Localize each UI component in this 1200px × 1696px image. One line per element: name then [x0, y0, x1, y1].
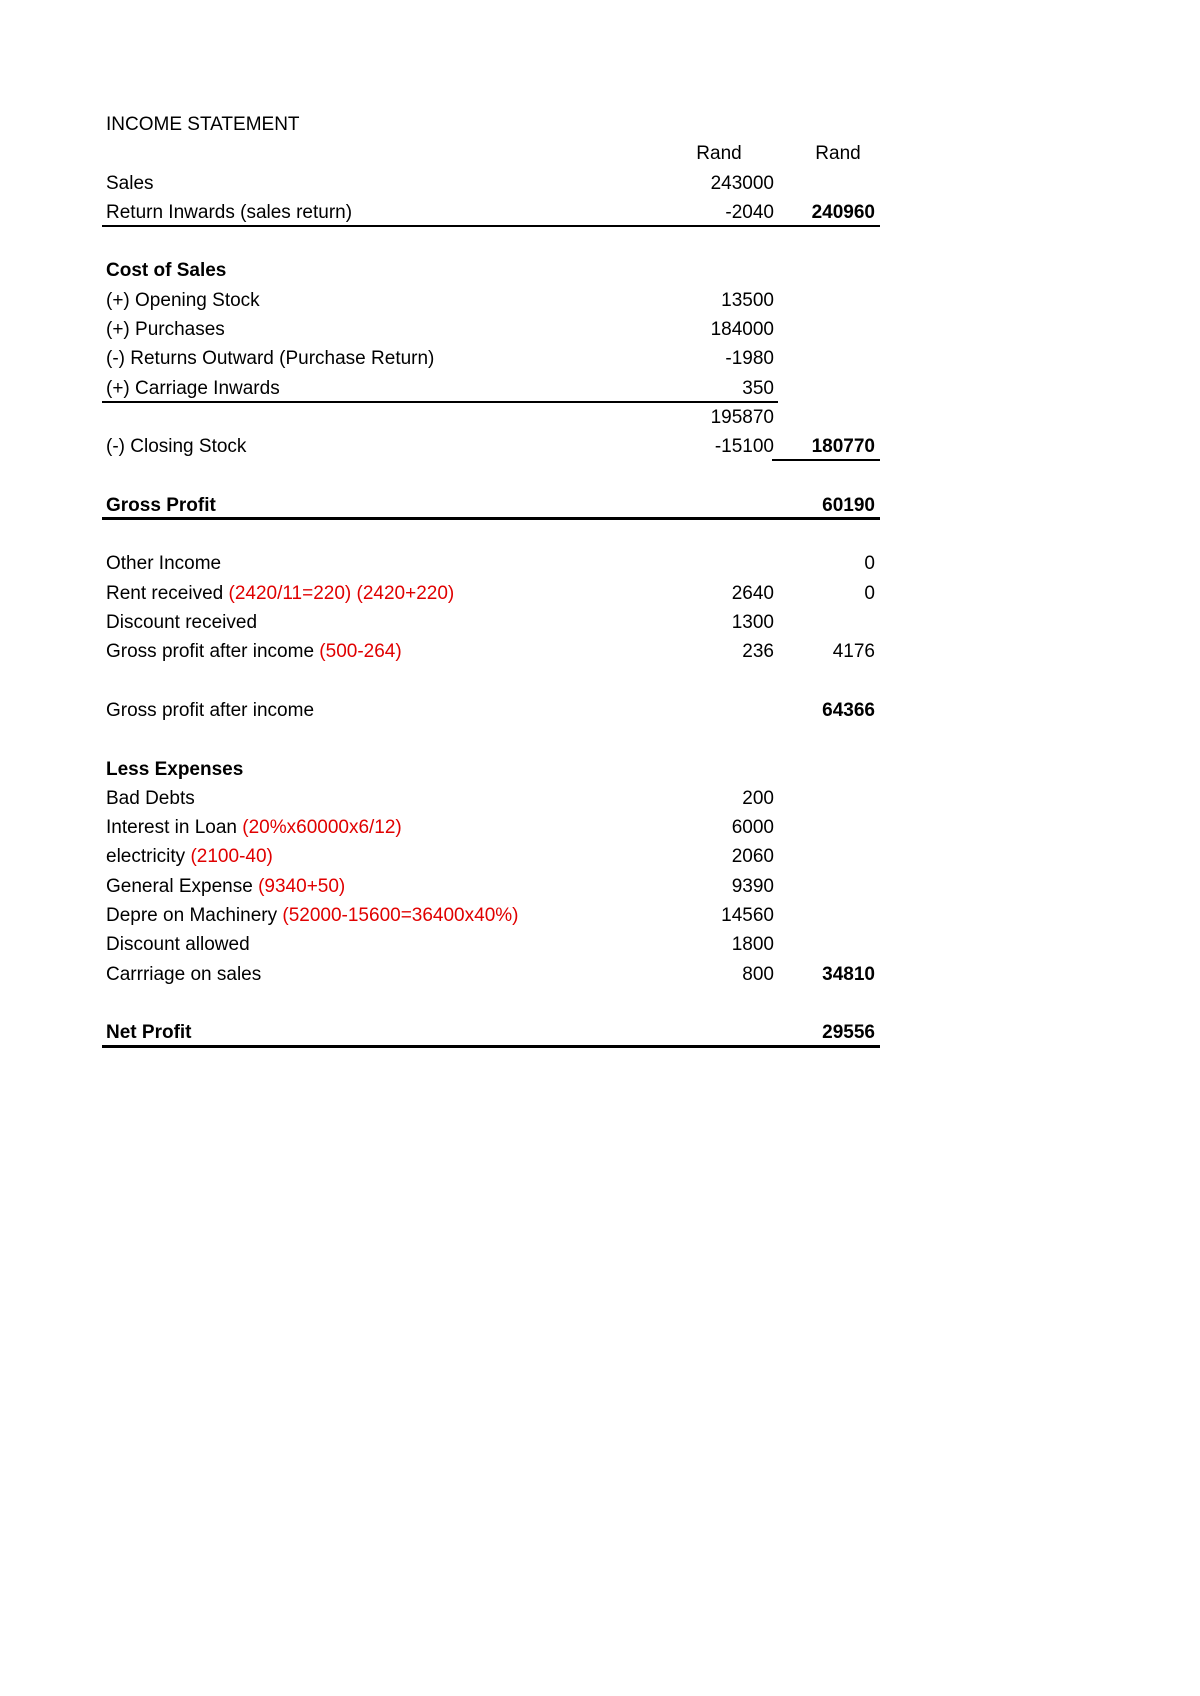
spacer-row [102, 989, 880, 1018]
other-income-value: 0 [864, 553, 875, 575]
return-inwards-row [102, 198, 880, 227]
spacer-row [102, 667, 880, 696]
closing-stock-label: (-) Closing Stock [106, 436, 247, 458]
discount-received-label: Discount received [106, 612, 258, 634]
general-expense-label-wrap [106, 872, 345, 901]
bad-debts-value: 200 [742, 787, 774, 809]
col2-header: Rand [815, 143, 861, 165]
other-income-label: Other Income [106, 553, 222, 575]
depreciation-note: (52000-15600=36400x40%) [282, 905, 519, 927]
gp-after-income-row-2 [102, 696, 880, 725]
net-profit-value: 29556 [822, 1022, 875, 1044]
discount-received-value: 1300 [731, 612, 774, 634]
net-sales-value: 240960 [811, 201, 875, 223]
returns-outward-value: -1980 [725, 348, 774, 370]
general-expense-note: (9340+50) [258, 875, 346, 897]
other-income-total: 4176 [832, 641, 875, 663]
less-expenses-heading-row [102, 755, 880, 784]
rent-received-note: (2420/11=220) (2420+220) [228, 582, 455, 604]
gp-after-income-value: 236 [742, 641, 774, 663]
gp-after-income-label-wrap [106, 637, 402, 666]
rent-received-total: 0 [864, 582, 875, 604]
rent-received-value: 2640 [731, 582, 774, 604]
carriage-inwards-value: 350 [742, 377, 774, 399]
bad-debts-row [102, 784, 880, 813]
return-inwards-value: -2040 [725, 201, 774, 223]
sales-row [102, 169, 880, 198]
electricity-row [102, 842, 880, 871]
gp-after-income-total-value: 64366 [822, 699, 875, 721]
opening-stock-value: 13500 [721, 289, 774, 311]
cost-of-sales-heading-row [102, 256, 880, 285]
electricity-label-wrap [106, 842, 273, 871]
closing-stock-value: -15100 [714, 436, 774, 458]
expenses-total-value: 34810 [822, 963, 875, 985]
interest-note: (20%x60000x6/12) [242, 817, 402, 839]
statement-title: INCOME STATEMENT [106, 114, 300, 135]
general-expense-label: General Expense [106, 875, 259, 897]
subtotal-row [102, 403, 880, 432]
sales-value: 243000 [710, 172, 774, 194]
income-statement-sheet [102, 110, 880, 1048]
cost-of-sales-total: 180770 [772, 432, 880, 461]
depreciation-label: Depre on Machinery [106, 905, 283, 927]
carriage-on-sales-value: 800 [742, 963, 774, 985]
spacer-row [102, 227, 880, 256]
interest-value: 6000 [731, 817, 774, 839]
rent-received-label-wrap [106, 579, 454, 608]
header-row [102, 139, 880, 168]
depreciation-value: 14560 [721, 905, 774, 927]
carriage-inwards-row [102, 374, 880, 403]
other-income-row [102, 549, 880, 578]
purchases-label: (+) Purchases [106, 319, 225, 341]
gross-profit-label: Gross Profit [106, 494, 216, 516]
discount-allowed-label: Discount allowed [106, 934, 250, 956]
interest-label: Interest in Loan [106, 817, 243, 839]
rent-received-label: Rent received [106, 582, 229, 604]
purchases-value: 184000 [710, 319, 774, 341]
purchases-row [102, 315, 880, 344]
sales-label: Sales [106, 172, 154, 194]
general-expense-value: 9390 [731, 875, 774, 897]
discount-allowed-value: 1800 [731, 934, 774, 956]
return-inwards-label: Return Inwards (sales return) [106, 201, 353, 223]
col1-header: Rand [696, 143, 742, 165]
depreciation-label-wrap [106, 901, 518, 930]
spacer-row [102, 462, 880, 491]
closing-stock-row [102, 432, 880, 461]
depreciation-row [102, 901, 880, 930]
subtotal-value: 195870 [710, 406, 774, 428]
net-profit-row [102, 1018, 880, 1047]
cost-of-sales-heading: Cost of Sales [106, 260, 227, 282]
returns-outward-row [102, 344, 880, 373]
less-expenses-heading: Less Expenses [106, 758, 244, 780]
discount-allowed-row [102, 930, 880, 959]
discount-received-row [102, 608, 880, 637]
electricity-label: electricity [106, 846, 191, 868]
returns-outward-label: (-) Returns Outward (Purchase Return) [106, 348, 435, 370]
electricity-value: 2060 [731, 846, 774, 868]
gross-profit-value: 60190 [822, 494, 875, 516]
electricity-note: (2100-40) [190, 846, 273, 868]
carriage-on-sales-label: Carrriage on sales [106, 963, 262, 985]
rent-received-row [102, 579, 880, 608]
gp-after-income-row-1 [102, 637, 880, 666]
spacer-row [102, 725, 880, 754]
spacer-row [102, 520, 880, 549]
gp-after-income-note: (500-264) [319, 641, 402, 663]
bad-debts-label: Bad Debts [106, 787, 195, 809]
gp-after-income-total-label: Gross profit after income [106, 699, 315, 721]
interest-row [102, 813, 880, 842]
carriage-inwards-label: (+) Carriage Inwards [106, 377, 280, 399]
interest-label-wrap [106, 813, 402, 842]
general-expense-row [102, 872, 880, 901]
gross-profit-row [102, 491, 880, 520]
title-row [102, 110, 880, 139]
gp-after-income-label: Gross profit after income [106, 641, 320, 663]
net-profit-label: Net Profit [106, 1022, 192, 1044]
carriage-on-sales-row [102, 960, 880, 989]
opening-stock-row [102, 286, 880, 315]
opening-stock-label: (+) Opening Stock [106, 289, 260, 311]
